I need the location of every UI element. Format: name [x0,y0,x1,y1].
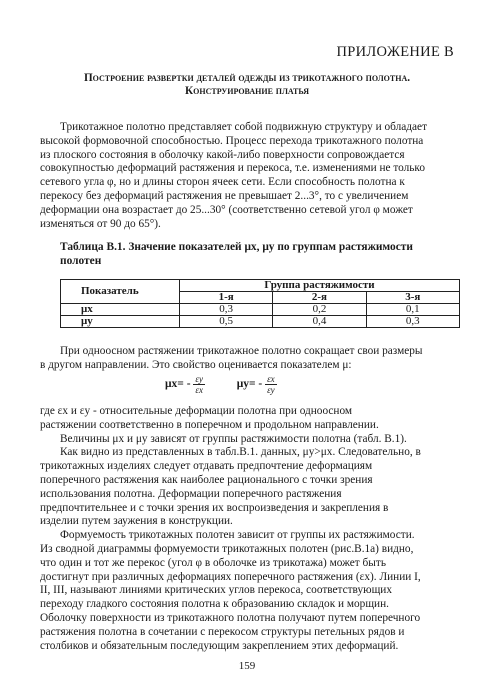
caption-line-1: Таблица В.1. Значение показателей μx, μy по группам растяжимости [60,241,413,253]
text-line: из плоского состояния в оболочку какой-либо поверхности сопровождается [40,148,405,161]
group-col: 1-я [180,292,273,304]
text-line: Из сводной диаграммы формуемости трикотажных полотен (рис.В.1а) видно, [40,542,414,555]
text-line: где εx и εy - относительные деформации полотна при одноосном [40,405,353,417]
text-line: предпочтительнее и с точки зрения их воспроизведения и закрепления в [40,501,389,514]
text-line: достигнут при различных деформациях поперечного растяжения (εx). Линии I, [40,570,421,583]
fraction-numerator: εy [195,374,203,384]
paragraph-2 [40,345,458,373]
text-line: деформации она возрастает до 25...30° (соответственно сетевой угол φ может [40,203,413,216]
paragraph-3 [40,405,458,653]
fraction [193,374,205,395]
table-row [61,304,460,316]
table-cell: 0,5 [180,316,273,328]
fraction-numerator: εx [267,374,275,384]
group-col: 2-я [273,292,366,304]
text-line: растяжении соответственно в поперечном и продольном направлении. [40,418,379,431]
row-label: μy [61,316,180,328]
text-line: растяжения полотна в сочетании с перекосом структуры петельных рядов и [40,625,405,638]
text-line: что один и тот же перекос (угол φ в оболочке из трикотажа) может быть [40,556,386,569]
text-line: поперечного растяжения как наиболее рационального с точки зрения [40,473,373,486]
group-col: 3-я [366,292,459,304]
table-cell: 0,3 [366,316,459,328]
text-line: использования полотна. Деформации поперечного растяжения [40,487,342,500]
row-label: μx [61,304,180,316]
text-line: сетевого угла φ, но и длины сторон ячеек сети. Если способность полотна к [40,176,405,189]
text-line: изделии путем заужения в конструкции. [40,515,233,528]
text-line: совокупностью деформаций растяжения и перекоса, т.е. изменениями не только [40,162,425,175]
text-line: переходу гладкого состояния полотна к образованию складок и морщин. [40,598,389,611]
group-header: Группа растяжимости [180,280,460,292]
section-title [40,72,454,98]
indicator-header: Показатель [61,280,180,304]
text-line: изменяться от 90 до 65°). [40,217,161,230]
text-line: Как видно из представленных в табл.В.1. данных, μy>μx. Следовательно, в [60,446,421,459]
title-line-1: Построение развертки деталей одежды из трикотажного полотна. [83,72,411,84]
text-line: перекосу без деформаций растяжения не превышает 2...3°, то с увеличением [40,189,409,202]
table-caption [60,240,458,268]
fraction-denominator: εy [267,385,275,395]
table-cell: 0,3 [180,304,273,316]
text-line: в другом направлении. Это свойство оценивается показателем μ: [40,358,352,371]
text-line: высокой формовочной способностью. Процесс перехода трикотажного полотна [40,134,424,147]
text-line: Формуемость трикотажных полотен зависит от группы их растяжимости. [60,529,415,542]
stretch-table [60,279,460,328]
caption-line-2: полотен [60,255,102,267]
intro-paragraph [40,121,458,231]
formula-mu-y: μy= - [236,378,263,391]
fraction-denominator: εx [195,385,203,395]
formula-mu-x: μx= - [165,378,191,391]
table-cell: 0,2 [273,304,366,316]
text-line: Оболочку поверхности из трикотажного полотна получают путем поперечного [40,611,421,624]
text-line: Величины μx и μy зависят от группы растяжимости полотна (табл. В.1). [60,432,407,445]
table-row [61,316,460,328]
appendix-header: ПРИЛОЖЕНИЕ В [336,44,454,60]
text-line: II, III, называют линиями критических углов перекоса, соответствующих [40,584,392,597]
text-line: трикотажных изделиях следует отдавать предпочтение деформациям [40,460,373,473]
table-cell: 0,4 [273,316,366,328]
table-cell: 0,1 [366,304,459,316]
text-line: Трикотажное полотно представляет собой подвижную структуру и обладает [60,121,428,133]
fraction [265,374,277,395]
page-number: 159 [238,660,256,672]
text-line: При одноосном растяжении трикотажное полотно сокращает свои размеры [60,345,423,357]
text-line: столбиков и обязательным последующим закреплением этих деформаций. [40,639,399,652]
formula [165,374,277,395]
title-line-2: Конструирование платья [185,85,309,97]
